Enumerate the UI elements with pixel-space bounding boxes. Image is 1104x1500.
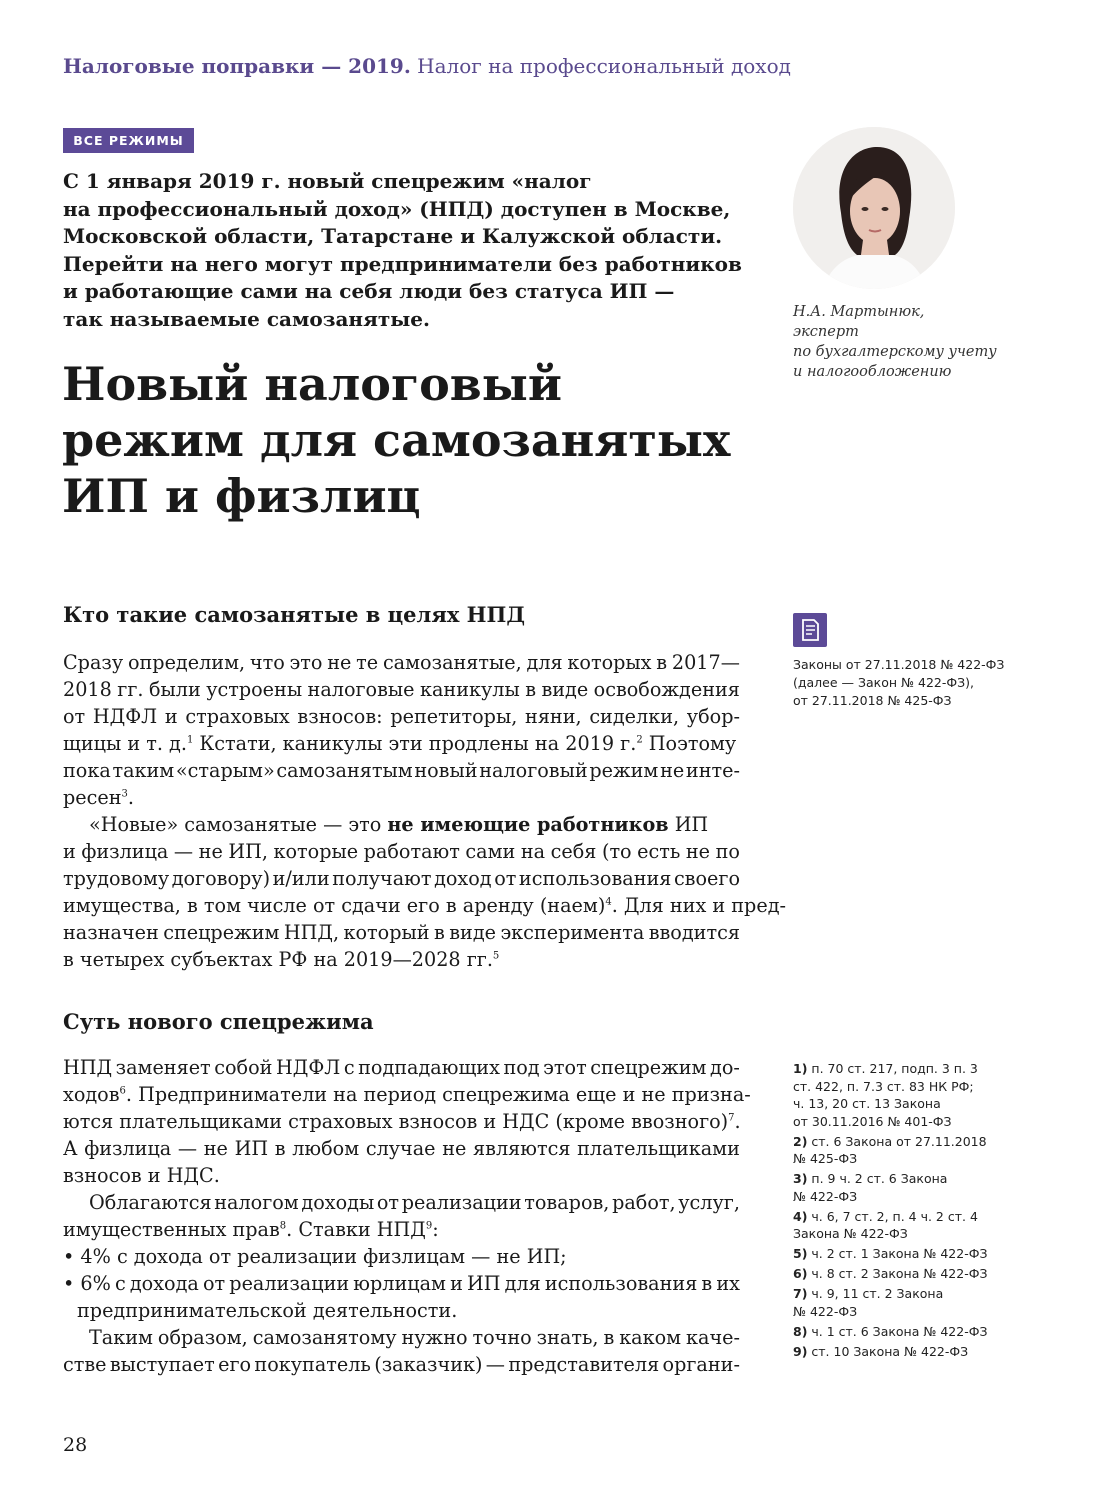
word: • 6% [63, 1272, 111, 1295]
word: от [494, 867, 517, 890]
text-line: ются плательщиками страховых взносов и НДС (кроме ввозного)$^7$. [63, 1110, 741, 1133]
word: получают [332, 867, 432, 890]
word: ИП [467, 1272, 501, 1295]
word: от [202, 1272, 226, 1295]
word: и [164, 705, 178, 728]
lead-paragraph [63, 168, 753, 333]
word: Сразу [63, 651, 124, 674]
word: своего [673, 867, 740, 890]
word: реализации [401, 1191, 522, 1214]
word: себя [550, 840, 597, 863]
word: заменяет [115, 1056, 211, 1079]
word: сами [465, 840, 516, 863]
word: А [63, 1137, 78, 1160]
word: 2018 [63, 678, 112, 701]
footnote-item [793, 1133, 1083, 1168]
word: те [356, 651, 379, 674]
word: от [376, 1191, 400, 1214]
word: няни, [525, 705, 582, 728]
word: для [504, 1272, 541, 1295]
word: в [603, 1326, 615, 1349]
footnote-number: 7) [793, 1286, 808, 1301]
word: стве [63, 1353, 107, 1376]
word: до- [710, 1056, 740, 1079]
word: случае [365, 1137, 436, 1160]
word: что [249, 651, 285, 674]
word: — [173, 840, 194, 863]
footnote-line: № 425-ФЗ [793, 1151, 858, 1166]
category-badge: ВСЕ РЕЖИМЫ [63, 128, 194, 153]
word: не [203, 1137, 228, 1160]
note-line: от 27.11.2018 № 425-ФЗ [793, 693, 952, 708]
word: договору) [171, 867, 271, 890]
word: виде [541, 678, 589, 701]
word: не [685, 840, 711, 863]
bullet-item [63, 1270, 740, 1297]
footnote-line: ч. 13, 20 ст. 13 Закона [793, 1096, 941, 1111]
word: (то [601, 840, 632, 863]
footnote-line: Закона № 422-ФЗ [793, 1226, 908, 1241]
word: и [450, 1272, 463, 1295]
word: с [114, 1272, 126, 1295]
text-line: имущественных прав$^8$. Ставки НПД$^9$: [63, 1218, 439, 1241]
word: в [525, 678, 536, 701]
word: налогом [214, 1191, 299, 1214]
running-header [63, 54, 791, 78]
word: не [198, 840, 223, 863]
footnote-number: 6) [793, 1266, 808, 1281]
footnote-item [793, 1343, 1083, 1361]
word: выступает [109, 1353, 215, 1376]
word: доходы [301, 1191, 375, 1214]
text-line: щицы и т. д.$^1$ Кстати, каникулы эти продлены на 2019 г.$^2$ Поэтому [63, 732, 737, 755]
word: освобождения [593, 678, 740, 701]
author-name: Н.А. Мартынюк, [793, 304, 925, 320]
word: которые [273, 840, 359, 863]
word: каче- [686, 1326, 740, 1349]
text-line [63, 1135, 740, 1162]
footnote-item [793, 1208, 1083, 1243]
footnote-ref: 1 [186, 734, 194, 746]
word: знать, [536, 1326, 599, 1349]
word: страховых [185, 705, 290, 728]
footnote-ref: 2 [636, 734, 643, 746]
lead-line: Московской области, Татарстане и Калужской области. [63, 224, 723, 248]
word: 2017— [671, 651, 740, 674]
word: в [701, 1272, 713, 1295]
footnote-line: 8) ч. 1 ст. 6 Закона № 422-ФЗ [793, 1323, 988, 1339]
word: спецрежим [590, 1056, 707, 1079]
word: не [660, 759, 685, 782]
footnote-line: 1) п. 70 ст. 217, подп. 3 п. 3 [793, 1061, 978, 1076]
word: трудовому [63, 867, 170, 890]
footnote-ref: 5 [492, 950, 500, 962]
word: назначен [63, 921, 159, 944]
word: с [343, 1056, 355, 1079]
footnote-line: 9) ст. 10 Закона № 422-ФЗ [793, 1343, 969, 1359]
section-2-body [63, 1054, 751, 1378]
word: любом [292, 1137, 360, 1160]
word: его [218, 1353, 252, 1376]
text-line [63, 703, 740, 730]
word: ИП [234, 1137, 269, 1160]
lead-line: Перейти на него могут предприниматели без работников [63, 251, 742, 276]
word: НПД, [283, 921, 340, 944]
article-title [62, 356, 762, 524]
footnote-line: № 422-ФЗ [793, 1303, 858, 1319]
word: «старым» [175, 759, 275, 782]
word: таким [112, 759, 175, 782]
text-line: имущества, в том числе от сдачи его в аренду (наем)$^4$. Для них и пред- [63, 894, 786, 917]
emphasis: не имеющие работников [387, 813, 669, 836]
word: образом, [157, 1326, 248, 1349]
word: каком [619, 1326, 682, 1349]
word: доход [434, 867, 492, 890]
word: были [148, 678, 201, 701]
word: точно [472, 1326, 532, 1349]
title-line: ИП и физлиц [62, 469, 421, 523]
word: не [442, 1137, 467, 1160]
bullet-item: • 4% с дохода от реализации физлицам — не ИП; [63, 1245, 567, 1268]
word: этот [543, 1056, 587, 1079]
footnote-number: 4) [793, 1208, 808, 1224]
word: инте- [685, 759, 740, 782]
word: НДФЛ [275, 1056, 341, 1079]
footnote-line: от 30.11.2016 № 401-ФЗ [793, 1113, 952, 1129]
text-line [63, 865, 740, 892]
word: гг. [117, 678, 144, 701]
footnote-item [793, 1170, 1083, 1205]
word: которых [567, 651, 652, 674]
word: товаров, [524, 1191, 610, 1214]
header-topic: Налог на профессиональный доход [417, 54, 791, 78]
word: дохода [129, 1272, 199, 1295]
word: налоговые [307, 678, 415, 701]
document-icon [793, 613, 827, 647]
word: самозанятые, [382, 651, 522, 674]
text-line [63, 1351, 740, 1378]
word: использования [518, 867, 672, 890]
word: пока [63, 759, 111, 782]
author-role: и налогообложению [793, 364, 952, 380]
word: и [63, 840, 76, 863]
word: ИП, [228, 840, 268, 863]
word: нужно [401, 1326, 468, 1349]
footnote-line: 7) ч. 9, 11 ст. 2 Закона [793, 1286, 944, 1301]
word: в [656, 651, 668, 674]
word: и/или [272, 867, 330, 890]
footnote-line: 6) ч. 8 ст. 2 Закона № 422-ФЗ [793, 1266, 988, 1281]
title-line: режим для самозанятых [62, 413, 731, 467]
text-line: ресен$^3$. [63, 786, 135, 809]
footnote-line: № 422-ФЗ [793, 1188, 858, 1204]
section-1-body [63, 649, 786, 973]
word: на [520, 840, 546, 863]
footnote-line: 2) ст. 6 Закона от 27.11.2018 [793, 1133, 987, 1149]
word: юрлицам [353, 1272, 446, 1295]
author-role: по бухгалтерскому учету [793, 344, 997, 360]
lead-line: и работающие сами на себя люди без статуса ИП — [63, 279, 675, 303]
text-line [63, 1054, 740, 1081]
word: по [715, 840, 740, 863]
text-line [63, 1324, 740, 1351]
section-heading-essence: Суть нового спецрежима [63, 1009, 374, 1034]
note-line: (далее — Закон № 422-ФЗ), [793, 675, 974, 690]
word: эксперимента [500, 921, 645, 944]
word: физлица [81, 840, 169, 863]
word: виде [449, 921, 496, 944]
section-heading-who: Кто такие самозанятые в целях НПД [63, 602, 526, 627]
author-role: эксперт [793, 324, 859, 340]
lead-line: так называемые самозанятые. [63, 306, 430, 331]
footnote-line: ст. 422, п. 7.3 ст. 83 НК РФ; [793, 1078, 974, 1094]
word: собой [214, 1056, 273, 1079]
word: в [274, 1137, 286, 1160]
word: физлица [84, 1137, 172, 1160]
footnote-item [793, 1265, 1083, 1283]
footnote-number: 1) [793, 1061, 808, 1076]
word: под [503, 1056, 540, 1079]
footnote-ref: 3 [121, 788, 128, 800]
word: репетиторы, [390, 705, 518, 728]
page-number: 28 [63, 1434, 88, 1456]
text-line [63, 1189, 740, 1216]
word: Облагаются [89, 1191, 212, 1214]
word: вводится [648, 921, 740, 944]
footnote-line: 4) ч. 6, 7 ст. 2, п. 4 ч. 2 ст. 4 [793, 1208, 978, 1224]
word: режим [589, 759, 659, 782]
word: определим, [127, 651, 246, 674]
word: сиделки, [589, 705, 680, 728]
footnote-ref: 6 [119, 1085, 126, 1097]
word: подпадающих [358, 1056, 500, 1079]
footnote-line: 5) ч. 2 ст. 1 Закона № 422-ФЗ [793, 1246, 988, 1261]
word: — [177, 1137, 198, 1160]
footnote-item [793, 1245, 1083, 1263]
word: каникулы [419, 678, 520, 701]
word: от [63, 705, 86, 728]
lead-line: С 1 января 2019 г. новый спецрежим «налог [63, 169, 592, 193]
word: самозанятому [252, 1326, 397, 1349]
word: в [433, 921, 445, 944]
word: устроены [206, 678, 303, 701]
footnote-number: 5) [793, 1246, 808, 1261]
word: есть [637, 840, 681, 863]
text-line: в четырех субъектах РФ на 2019—2028 гг.$^5$ [63, 948, 500, 971]
text-line [63, 919, 740, 946]
footnote-number: 9) [793, 1343, 808, 1359]
word: (заказчик) [374, 1353, 483, 1376]
laws-reference-note [793, 656, 1073, 710]
text-line [63, 676, 740, 703]
text-line [63, 838, 740, 865]
title-line: Новый налоговый [62, 357, 563, 411]
footnote-number: 3) [793, 1171, 808, 1186]
word: покупатель [254, 1353, 371, 1376]
word: самозанятым [276, 759, 413, 782]
word: их [716, 1272, 740, 1295]
text-line: взносов и НДС. [63, 1164, 220, 1187]
footnote-number: 2) [793, 1133, 808, 1149]
note-line: Законы от 27.11.2018 № 422-ФЗ [793, 657, 1005, 672]
footnote-item [793, 1323, 1083, 1341]
text-line [63, 649, 740, 676]
word: НПД [63, 1056, 113, 1079]
author-caption [793, 302, 1033, 382]
word: не [327, 651, 352, 674]
word: плательщиками [577, 1137, 740, 1160]
word: реализации [229, 1272, 350, 1295]
word: работ, [612, 1191, 676, 1214]
footnote-number: 8) [793, 1323, 808, 1339]
footnote-line: 3) п. 9 ч. 2 ст. 6 Закона [793, 1171, 948, 1186]
bullet-continuation: предпринимательской деятельности. [77, 1299, 458, 1322]
word: — [485, 1353, 505, 1376]
word: услуг, [678, 1191, 740, 1214]
word: для [526, 651, 563, 674]
word: убор- [686, 705, 740, 728]
word: налоговый [479, 759, 588, 782]
word: который [343, 921, 430, 944]
footnotes-list [793, 1060, 1083, 1363]
word: НДФЛ [92, 705, 158, 728]
author-photo [793, 127, 955, 289]
word: это [289, 651, 323, 674]
footnote-ref: 4 [605, 896, 612, 908]
footnote-item [793, 1285, 1083, 1320]
footnote-ref: 9 [425, 1220, 433, 1232]
header-section: Налоговые поправки — 2019. [63, 54, 411, 78]
word: Таким [89, 1326, 153, 1349]
text-line: «Новые» самозанятые — это не имеющие работников ИП [89, 813, 709, 836]
word: органи- [662, 1353, 740, 1376]
word: спецрежим [163, 921, 280, 944]
lead-line: на профессиональный доход» (НПД) доступен в Москве, [63, 196, 731, 221]
word: представителя [508, 1353, 660, 1376]
footnote-item [793, 1060, 1083, 1130]
word: использования [544, 1272, 698, 1295]
text-line [63, 757, 740, 784]
word: взносов: [297, 705, 383, 728]
footnote-ref: 7 [728, 1112, 735, 1124]
word: являются [473, 1137, 571, 1160]
footnote-ref: 8 [279, 1220, 287, 1232]
word: работают [363, 840, 460, 863]
text-line: ходов$^6$. Предприниматели на период спецрежима еще и не призна- [63, 1083, 751, 1106]
word: новый [414, 759, 478, 782]
